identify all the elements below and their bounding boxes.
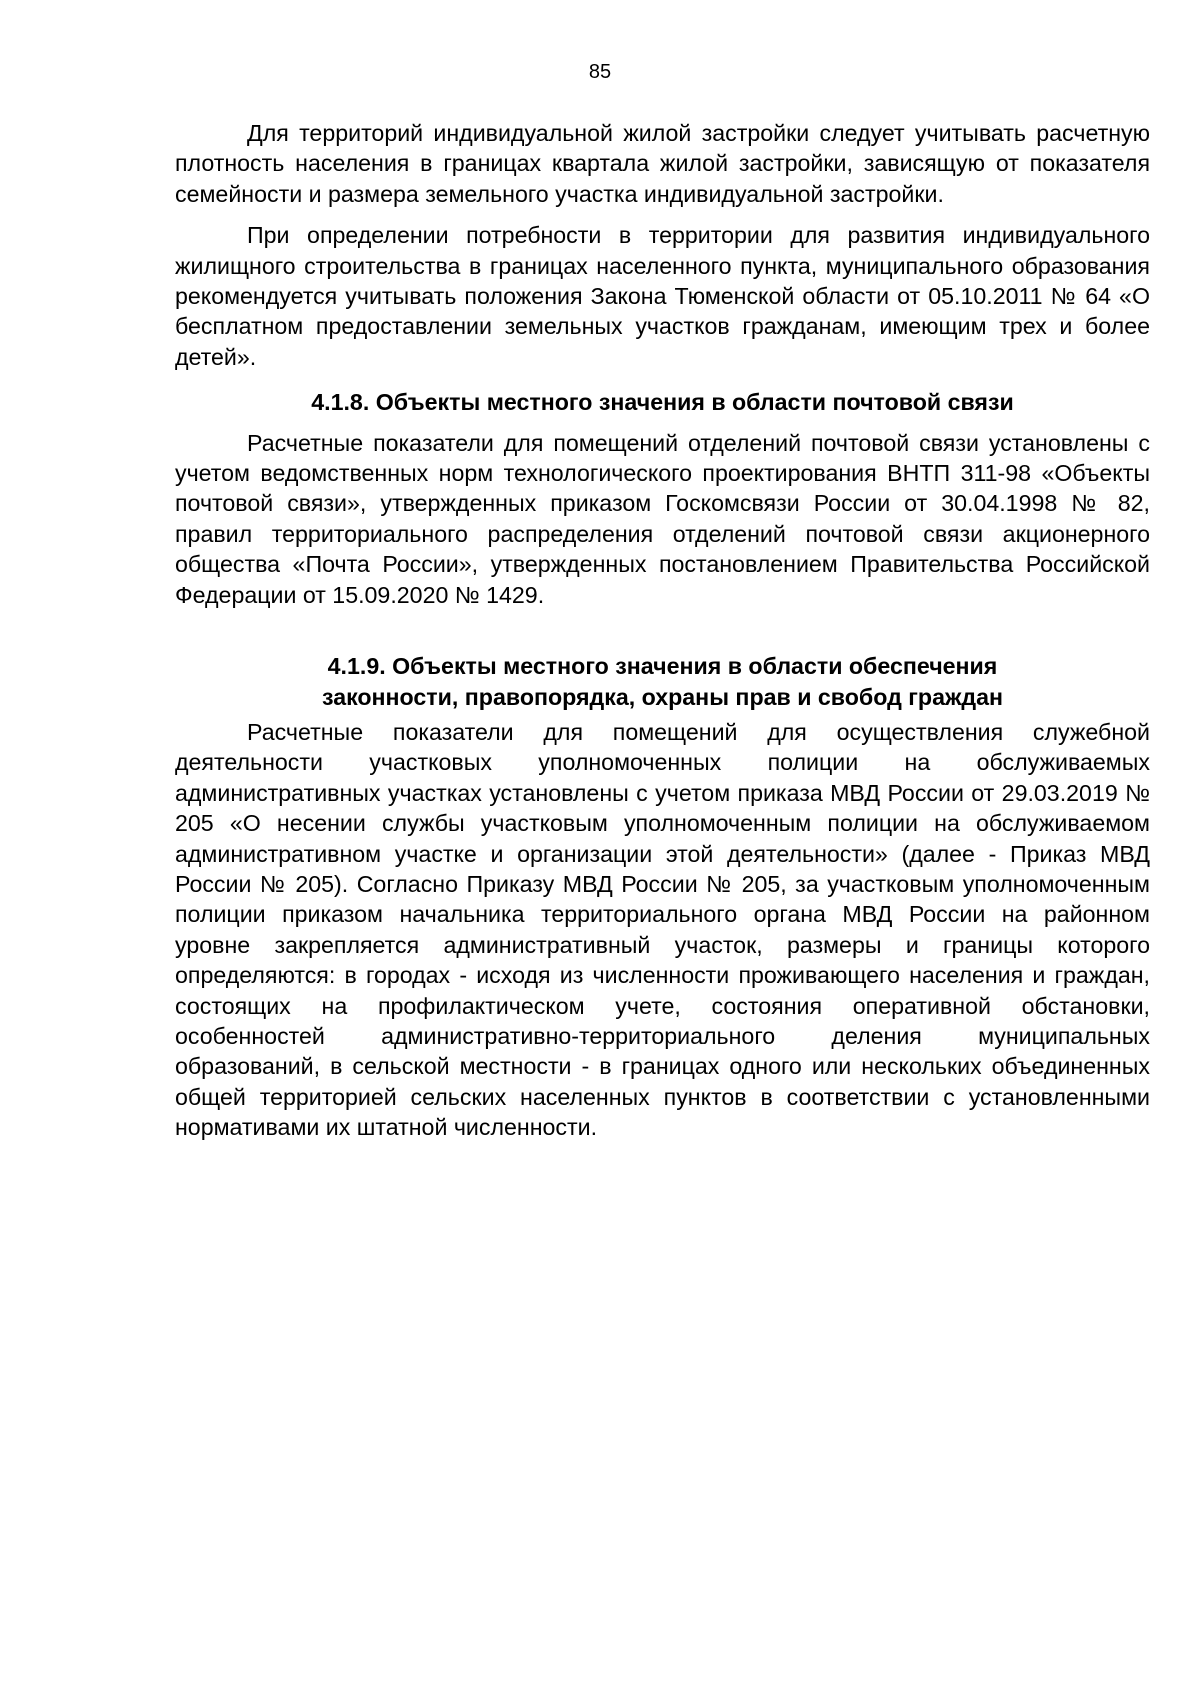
- document-body: [175, 118, 1150, 1143]
- section-heading-law-enforcement: [175, 651, 1150, 712]
- page-number: 85: [588, 61, 612, 83]
- paragraph-residential-density: Для территорий индивидуальной жилой застройки следует учитывать расчетную плотность населения в границах квартала жилой застройки, зависящую от показателя семейности и размера земельного участка индивидуальной застройки.: [175, 120, 1150, 207]
- section-heading-law-enforcement-line1: 4.1.9. Объекты местного значения в области обеспечения: [327, 653, 998, 680]
- section-heading-postal: 4.1.8. Объекты местного значения в области почтовой связи: [311, 389, 1014, 416]
- paragraph-law-enforcement: Расчетные показатели для помещений для осуществления служебной деятельности участковых уполномоченных полиции на обслуживаемых административных участках установлены с учетом приказа МВД России от 29.03.2019 № 205 «О несении службы участковым уполномоченным полиции на обслуживаемом административном участке и организации этой деятельности» (далее - Приказ МВД России № 205). Согласно Приказу МВД России № 205, за участковым уполномоченным полиции приказом начальника территориального органа МВД России на районном уровне закрепляется административный участок, размеры и границы которого определяются: в городах - исходя из численности проживающего населения и граждан, состоящих на профилактическом учете, состояния оперативной обстановки, особенностей административно-территориального деления муниципальных образований, в сельской местности - в границах одного или нескольких объединенных общей территорией сельских населенных пунктов в соответствии с установленными нормативами их штатной численности.: [175, 718, 1150, 1141]
- paragraph-postal: Расчетные показатели для помещений отделений почтовой связи установлены с учетом ведомственных норм технологического проектирования ВНТП 311-98 «Объекты почтовой связи», утвержденных приказом Госкомсвязи России от 30.04.1998 № 82, правил территориального распределения отделений почтовой связи акционерного общества «Почта России», утвержденных постановлением Правительства Российской Федерации от 15.09.2020 № 1429.: [175, 429, 1150, 608]
- paragraph-housing-construction: При определении потребности в территории для развития индивидуального жилищного строительства в границах населенного пункта, муниципального образования рекомендуется учитывать положения Закона Тюменской области от 05.10.2011 № 64 «О бесплатном предоставлении земельных участков гражданам, имеющим трех и более детей».: [175, 222, 1150, 370]
- section-heading-law-enforcement-line2: законности, правопорядка, охраны прав и свобод граждан: [321, 683, 1004, 710]
